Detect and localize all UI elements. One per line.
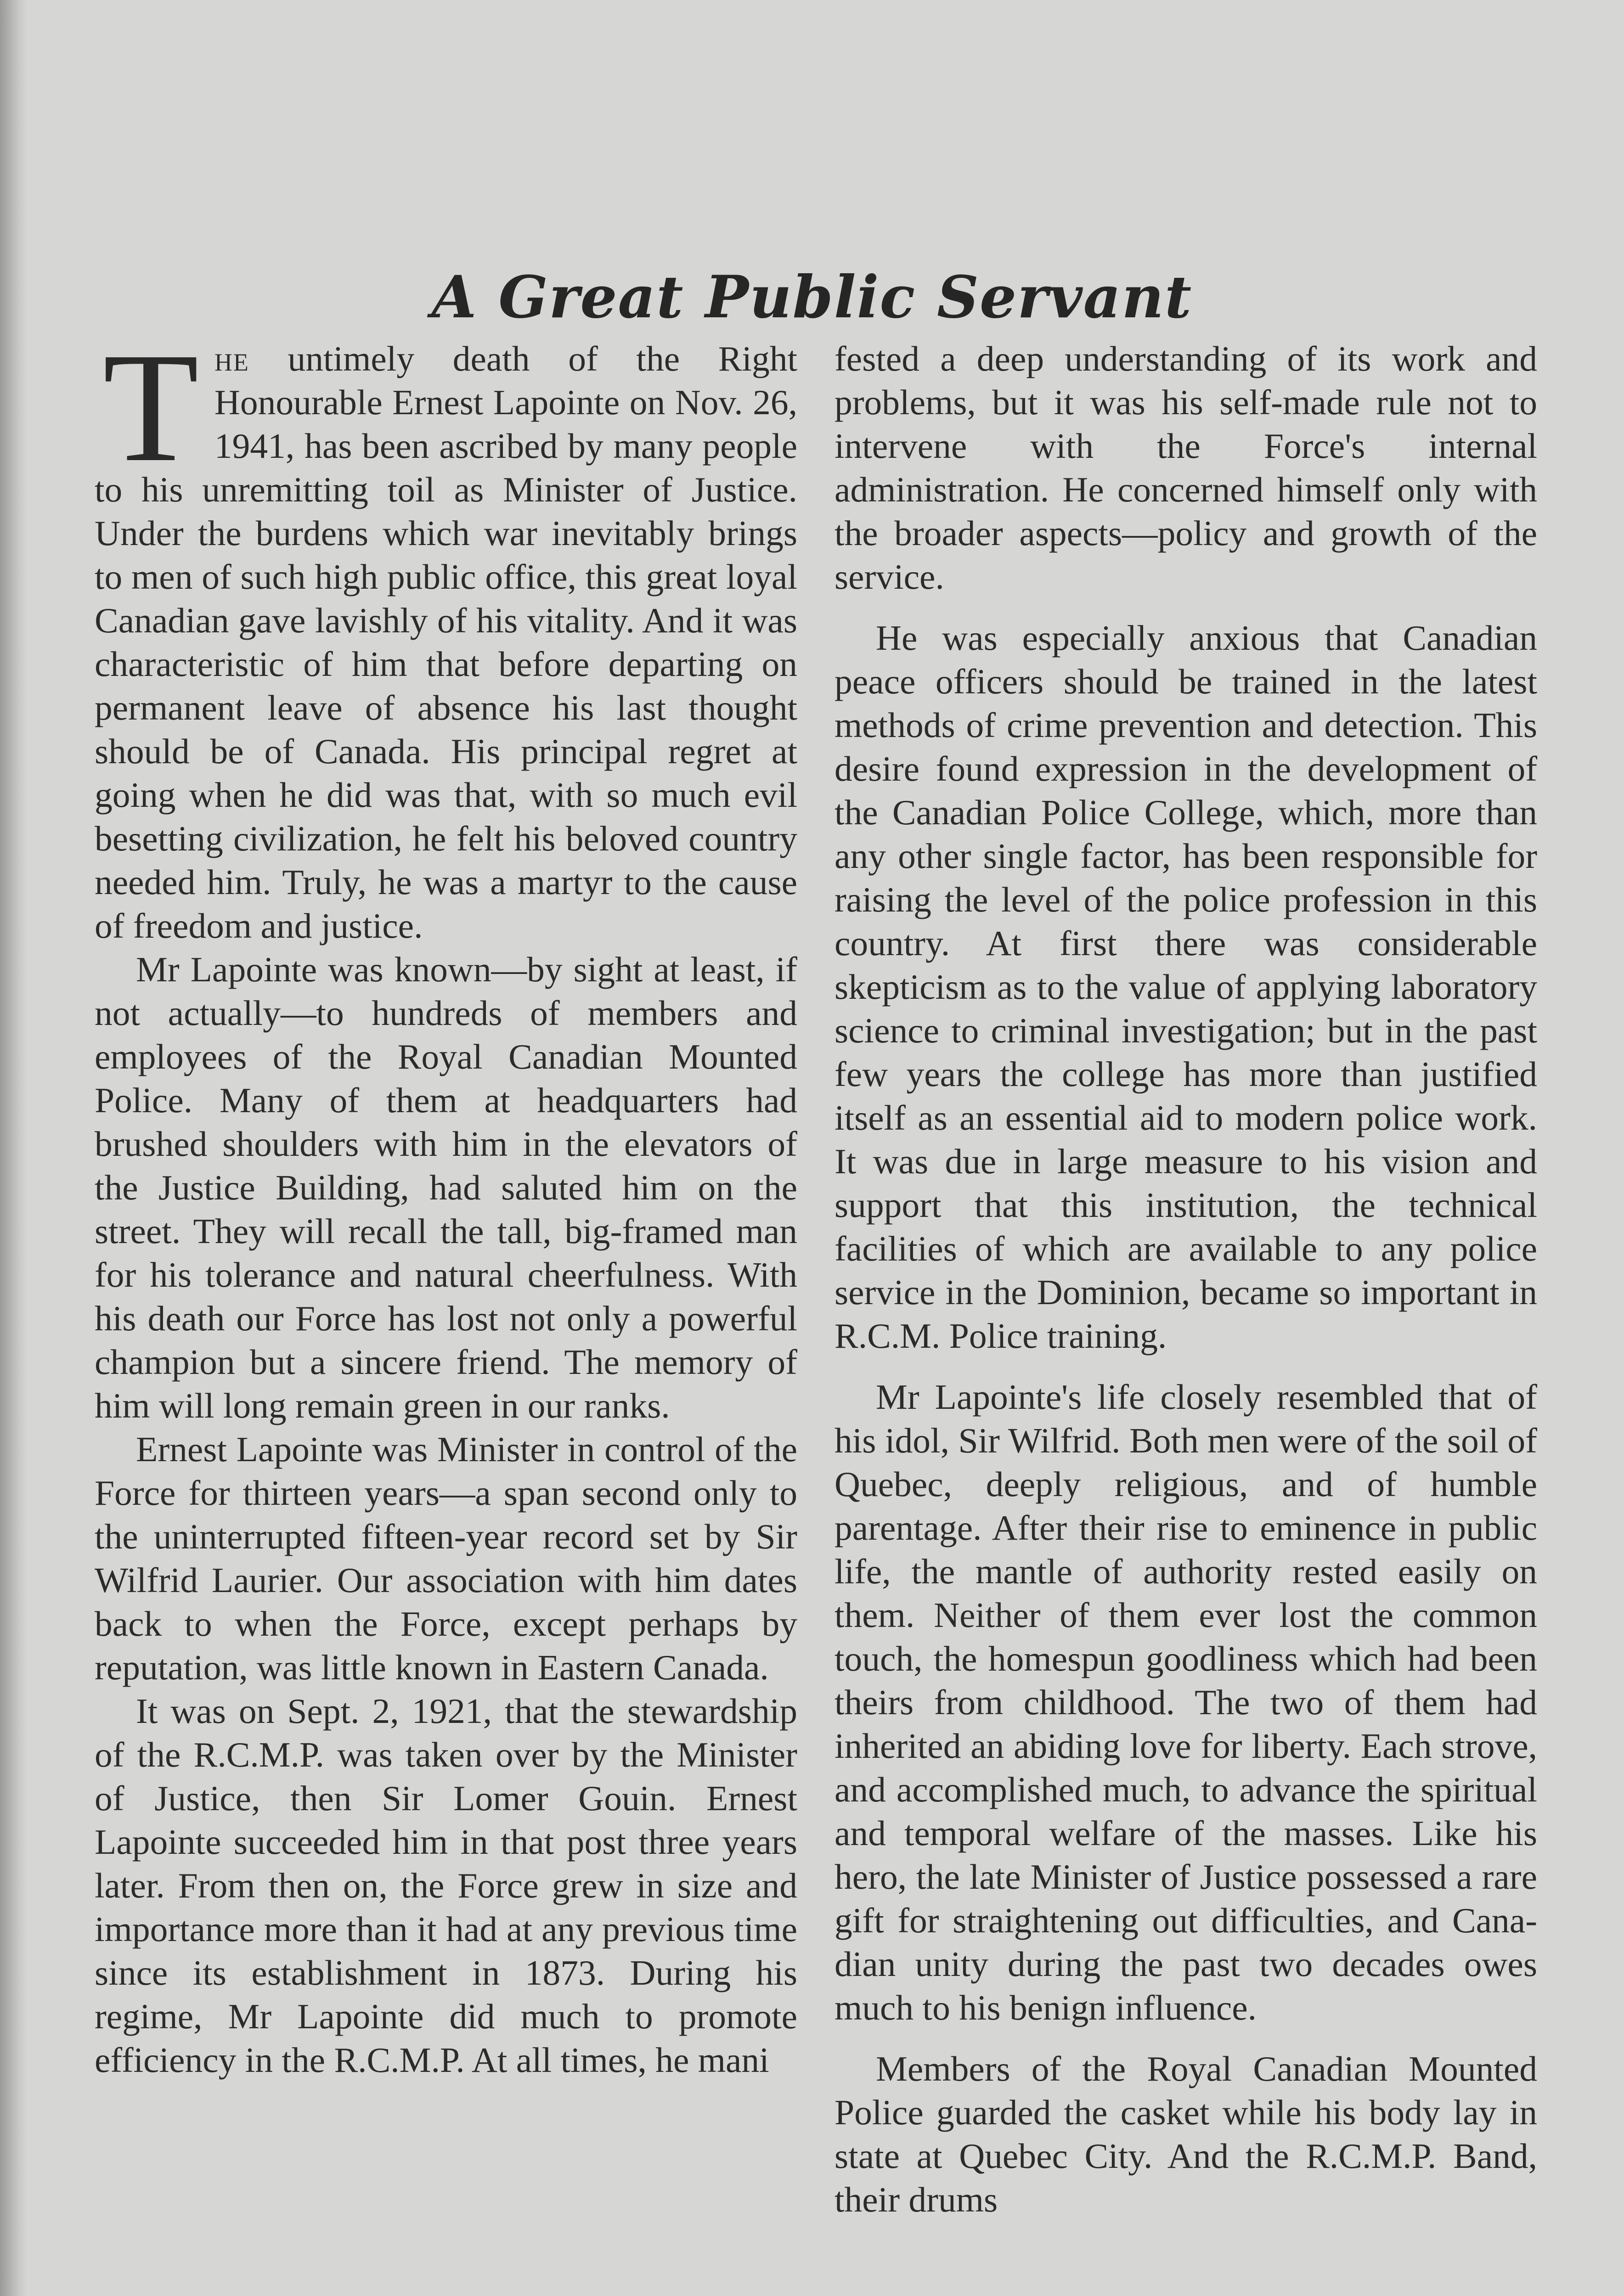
- article-title: A Great Public Servant: [431, 263, 1193, 332]
- paragraph-7: Mr Lapointe's life closely resembled that of his idol, Sir Wilfrid. Both men were of the soil of Quebec, deeply religious, and of humble parentage. After their rise to eminence in public life, the mantle of authority rested easily on them. Neither of them ever lost the common touch, the homespun goodliness which had been theirs from childhood. The two of them had inherited an abiding love for liberty. Each strove, and accomplished much, to advance the spiritual and temporal welfare of the masses. Like his hero, the late Minister of Justice possessed a rare gift for straightening out difficulties, and Canadian unity during the past two decades owes much to his benign influence.: [835, 1377, 1537, 2027]
- left-column: [95, 320, 797, 2082]
- opening-small-caps: he: [214, 339, 249, 378]
- paragraph-5: fested a deep understanding of its work and problems, but it was his self-made rule not to intervene with the Force's internal administration. He concerned himself only with the broader aspects—policy and growth of the service.: [835, 339, 1537, 597]
- right-column: [835, 337, 1537, 2222]
- paragraph-1: [95, 320, 797, 948]
- paragraph-6: He was especially anxious that Canadian peace officers should be trained in the latest methods of crime prevention and detection. This desire found expression in the development of the Canadian Police College, which, more than any other single factor, has been responsible for raising the level of the police profession in this country. At first there was considerable skepticism as to the value of applying laboratory science to criminal investigation; but in the past few years the college has more than justified itself as an essential aid to modern police work. It was due in large measure to his vision and support that this institution, the technical facilities of which are available to any police service in the Dominion, became so important in R.C.M. Police training.: [835, 618, 1537, 1356]
- page-edge-shadow: [0, 0, 28, 2296]
- paragraph-4: It was on Sept. 2, 1921, that the stewardship of the R.C.M.P. was taken over by the Minister of Justice, then Sir Lomer Gouin. Ernest Lapointe succeeded him in that post three years later. From then on, the Force grew in size and importance more than it had at any previous time since its establishment in 1873. During his regime, Mr Lapointe did much to promote efficiency in the R.C.M.P. At all times, he mani: [95, 1691, 797, 2080]
- paragraph-3: Ernest Lapointe was Minister in control of the Force for thirteen years—a span second only to the uninterrupted fifteen-year record set by Sir Wilfrid Laurier. Our association with him dates back to when the Force, except perhaps by reputation, was little known in Eastern Canada.: [95, 1429, 797, 1687]
- paragraph-8: Members of the Royal Canadian Mounted Police guarded the casket while his body lay in state at Quebec City. And the R.C.M.P. Band, their drums: [835, 2049, 1537, 2219]
- drop-cap: T: [103, 320, 199, 494]
- paragraph-2: Mr Lapointe was known—by sight at least, if not actually—to hundreds of members and employees of the Royal Canadian Mounted Police. Many of them at headquarters had brushed shoulders with him in the elevators of the Justice Building, had saluted him on the street. They will recall the tall, big-framed man for his tolerance and natural cheerfulness. With his death our Force has lost not only a powerful champion but a sincere friend. The memory of him will long remain green in our ranks.: [95, 950, 797, 1425]
- paragraph-1-text: untimely death of the Right Honourable Ernest Lapointe on Nov. 26, 1941, has been ascribed by many people to his unremitting toil as Minister of Justice. Under the burdens which war inevitably brings to men of such high public office, this great loyal Canadian gave lavishly of his vitality. And it was characteristic of him that before departing on permanent leave of absence his last thought should be of Canada. His principal regret at going when he did was that, with so much evil besetting civilization, he felt his beloved country needed him. Truly, he was a martyr to the cause of freedom and justice.: [95, 339, 797, 945]
